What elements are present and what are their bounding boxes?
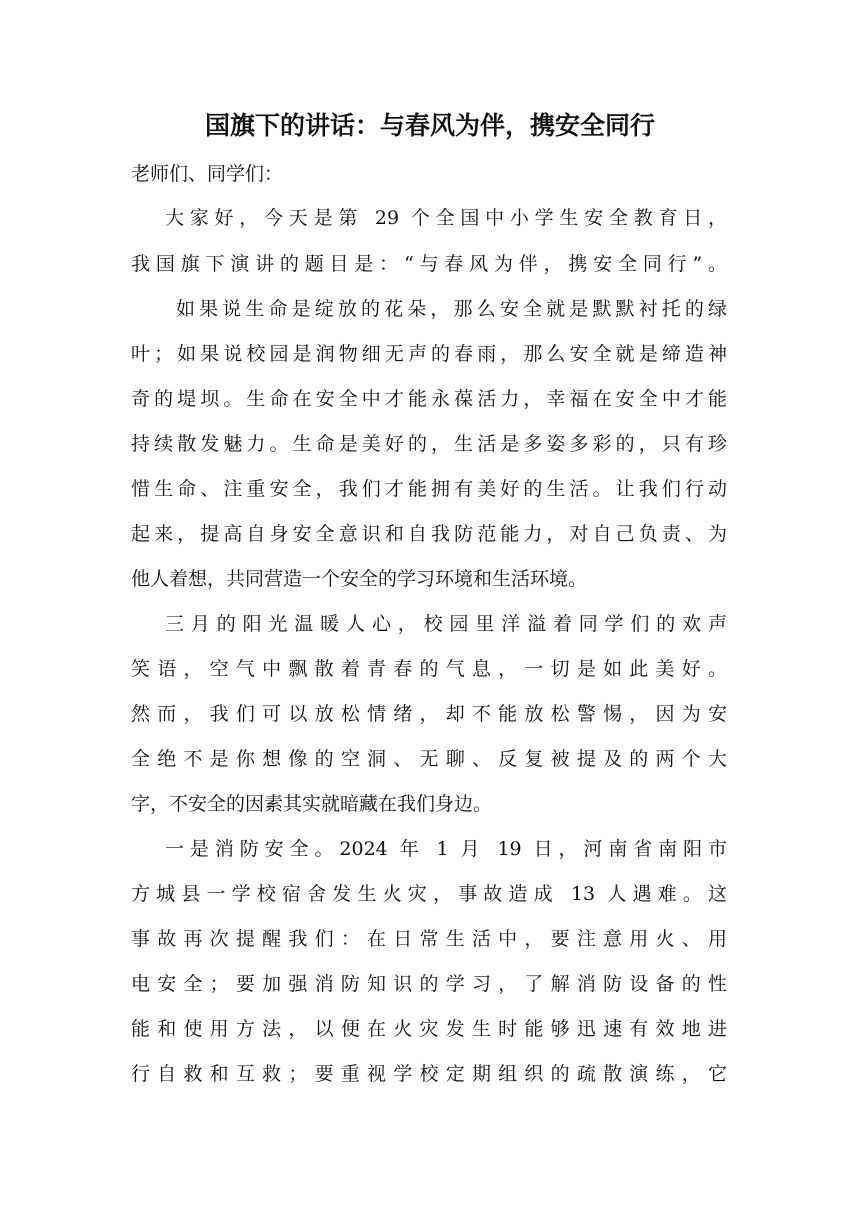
paragraph-line: 行自救和互救；要重视学校定期组织的疏散演练，它 <box>131 1063 727 1085</box>
paragraph-line: 起来，提高自身安全意识和自我防范能力，对自己负责、为 <box>131 523 727 545</box>
paragraph-line: 三月的阳光温暖人心，校园里洋溢着同学们的欢声 <box>165 613 727 635</box>
paragraph-line: 能和使用方法，以便在火灾发生时能够迅速有效地进 <box>131 1018 727 1040</box>
paragraph-line: 奇的堤坝。生命在安全中才能永葆活力，幸福在安全中才能 <box>131 388 727 410</box>
greeting: 老师们、同学们： <box>131 163 284 185</box>
paragraph-line: 叶；如果说校园是润物细无声的春雨，那么安全就是缔造神 <box>131 343 727 365</box>
paragraph-line: 然而，我们可以放松情绪，却不能放松警惕，因为安 <box>131 703 727 725</box>
document-title: 国旗下的讲话：与春风为伴，携安全同行 <box>204 111 655 140</box>
paragraph-line: 持续散发魅力。生命是美好的，生活是多姿多彩的，只有珍 <box>131 433 727 455</box>
paragraph-line: 大家好，今天是第 29 个全国中小学生安全教育日， <box>165 207 727 229</box>
paragraph-line: 全绝不是你想像的空洞、无聊、反复被提及的两个大 <box>131 748 727 770</box>
paragraph-line: 惜生命、注重安全，我们才能拥有美好的生活。让我们行动 <box>131 478 727 500</box>
paragraph-line: 如果说生命是绽放的花朵，那么安全就是默默衬托的绿 <box>176 298 727 320</box>
paragraph-line: 他人着想，共同营造一个安全的学习环境和生活环境。 <box>131 568 588 590</box>
paragraph-line: 电安全；要加强消防知识的学习，了解消防设备的性 <box>131 973 727 995</box>
paragraph-line: 事故再次提醒我们：在日常生活中，要注意用火、用 <box>131 928 727 950</box>
paragraph-line: 方城县一学校宿舍发生火灾，事故造成 13 人遇难。这 <box>131 883 727 905</box>
paragraph-line: 一是消防安全。2024 年 1 月 19 日，河南省南阳市 <box>165 838 727 860</box>
paragraph-line: 笑语，空气中飘散着青春的气息，一切是如此美好。 <box>131 658 727 680</box>
paragraph-line: 字，不安全的因素其实就暗藏在我们身边。 <box>131 793 493 815</box>
paragraph-line: 我国旗下演讲的题目是：“与春风为伴，携安全同行”。 <box>131 253 727 275</box>
